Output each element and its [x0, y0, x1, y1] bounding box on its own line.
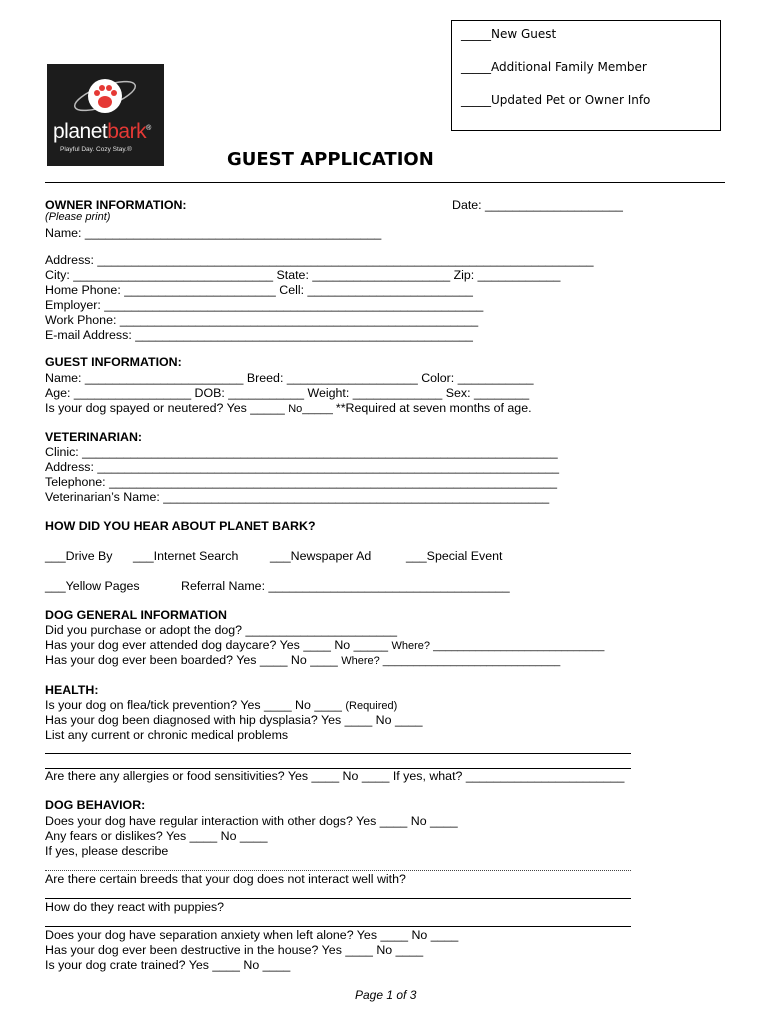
- medical-problems-label: List any current or chronic medical problems: [45, 728, 289, 742]
- medical-problems-line-1[interactable]: [45, 753, 631, 754]
- puppies-question: How do they react with puppies?: [45, 900, 225, 914]
- crate-trained-field[interactable]: Is your dog crate trained? Yes ____ No ____: [45, 958, 291, 972]
- general-heading: DOG GENERAL INFORMATION: [45, 608, 227, 622]
- yellow-pages-option[interactable]: ___Yellow Pages: [45, 579, 140, 593]
- allergies-field[interactable]: Are there any allergies or food sensitivities? Yes ____ No ____ If yes, what? _______________________: [45, 769, 625, 783]
- destructive-field[interactable]: Has your dog ever been destructive in the house? Yes ____ No ____: [45, 943, 424, 957]
- owner-heading: OWNER INFORMATION:: [45, 198, 187, 212]
- new-guest-option[interactable]: _____New Guest: [461, 27, 557, 41]
- guest-heading: GUEST INFORMATION:: [45, 355, 182, 369]
- flea-tick-field[interactable]: Is your dog on flea/tick prevention? Yes ____ No ____ (Required): [45, 698, 398, 712]
- separation-anxiety-field[interactable]: Does your dog have separation anxiety when left alone? Yes ____ No ____: [45, 928, 459, 942]
- referral-name-field[interactable]: Referral Name: ___________________________________: [181, 579, 510, 593]
- describe-label: If yes, please describe: [45, 844, 169, 858]
- employer-field[interactable]: Employer: _______________________________________________________: [45, 298, 484, 312]
- special-event-option[interactable]: ___Special Event: [406, 549, 503, 563]
- vet-heading: VETERINARIAN:: [45, 430, 143, 444]
- page-number: Page 1 of 3: [355, 988, 417, 1002]
- planet-bark-logo: [47, 64, 164, 166]
- purchase-adopt-field[interactable]: Did you purchase or adopt the dog? ______________________: [45, 623, 398, 637]
- vet-telephone-field[interactable]: Telephone: _________________________________________________________________: [45, 475, 557, 489]
- newspaper-ad-option[interactable]: ___Newspaper Ad: [270, 549, 372, 563]
- internet-search-option[interactable]: ___Internet Search: [133, 549, 239, 563]
- owner-name-field[interactable]: Name: ___________________________________________: [45, 226, 382, 240]
- guest-age-dob-weight-sex-field[interactable]: Age: _________________ DOB: ___________ Weight: _____________ Sex: ________: [45, 386, 530, 400]
- vet-clinic-field[interactable]: Clinic: _____________________________________________________________________: [45, 445, 558, 459]
- additional-family-member-option[interactable]: _____Additional Family Member: [461, 60, 647, 74]
- page-title: GUEST APPLICATION: [227, 149, 434, 170]
- spayed-neutered-field[interactable]: Is your dog spayed or neutered? Yes _____ No_____ **Required at seven months of age.: [45, 401, 532, 415]
- health-heading: HEALTH:: [45, 683, 99, 697]
- daycare-field[interactable]: Has your dog ever attended dog daycare? Yes ____ No _____ Where? ____________________________: [45, 638, 605, 652]
- guest-name-breed-color-field[interactable]: Name: _______________________ Breed: ___________________ Color: ___________: [45, 371, 534, 385]
- vet-address-field[interactable]: Address: ___________________________________________________________________: [45, 460, 560, 474]
- dog-interaction-field[interactable]: Does your dog have regular interaction with other dogs? Yes ____ No ____: [45, 814, 458, 828]
- breeds-line[interactable]: [45, 898, 631, 899]
- work-phone-field[interactable]: Work Phone: ____________________________________________________: [45, 313, 479, 327]
- owner-address-field[interactable]: Address: ________________________________________________________________________: [45, 253, 594, 267]
- city-state-zip-field[interactable]: City: _____________________________ State: ____________________ Zip: ____________: [45, 268, 561, 282]
- please-print-note: (Please print): [45, 211, 111, 223]
- vet-name-field[interactable]: Veterinarian’s Name: ________________________________________________________: [45, 490, 550, 504]
- breeds-question: Are there certain breeds that your dog does not interact well with?: [45, 872, 406, 886]
- drive-by-option[interactable]: ___Drive By: [45, 549, 113, 563]
- title-divider: [45, 182, 725, 183]
- boarded-field[interactable]: Has your dog ever been boarded? Yes ____ No ____ Where? _____________________________: [45, 653, 561, 667]
- hear-heading: HOW DID YOU HEAR ABOUT PLANET BARK?: [45, 519, 316, 533]
- email-field[interactable]: E-mail Address: _________________________________________________: [45, 328, 473, 342]
- fears-dislikes-field[interactable]: Any fears or dislikes? Yes ____ No ____: [45, 829, 268, 843]
- updated-info-option[interactable]: _____Updated Pet or Owner Info: [461, 93, 651, 107]
- hip-dysplasia-field[interactable]: Has your dog been diagnosed with hip dysplasia? Yes ____ No ____: [45, 713, 423, 727]
- date-field[interactable]: Date: ____________________: [452, 198, 623, 212]
- logo-tagline: Playful Day. Cozy Stay.®: [60, 146, 132, 153]
- behavior-heading: DOG BEHAVIOR:: [45, 798, 146, 812]
- puppies-line[interactable]: [45, 926, 631, 927]
- home-cell-phone-field[interactable]: Home Phone: ______________________ Cell: ________________________: [45, 283, 473, 297]
- describe-line[interactable]: [45, 870, 631, 871]
- logo-wordmark: planetbark®: [53, 120, 151, 143]
